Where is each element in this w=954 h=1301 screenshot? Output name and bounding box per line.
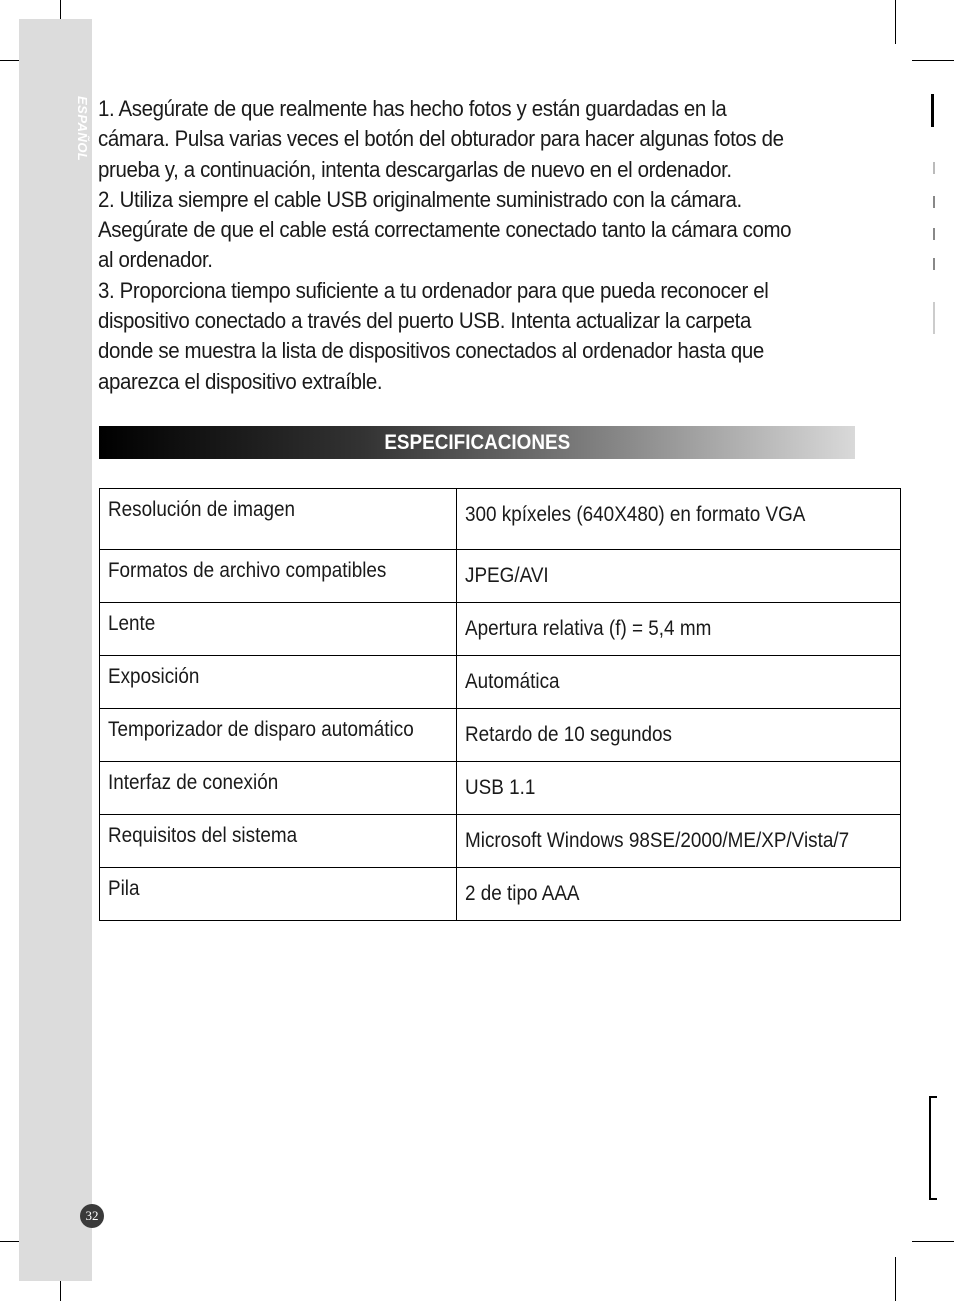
- spec-value: 300 kpíxeles (640X480) en formato VGA: [456, 489, 900, 550]
- spec-label: Pila: [100, 868, 457, 921]
- table-row: [100, 550, 901, 603]
- paragraph: 2. Utiliza siempre el cable USB originalmente suministrado con la cámara. Asegúrate de que el cable está correctamente conectado tanto la cámara como al ordenador.: [98, 186, 792, 273]
- crop-mark: [912, 1241, 954, 1242]
- section-header-bar: [99, 426, 855, 459]
- spec-value: Apertura relativa (f) = 5,4 mm: [456, 603, 900, 656]
- table-row: [100, 868, 901, 921]
- table-row: [100, 603, 901, 656]
- registration-mark: [933, 302, 935, 334]
- table-row: [100, 656, 901, 709]
- registration-mark: [933, 228, 935, 240]
- spec-label: Resolución de imagen: [100, 489, 457, 550]
- spec-value: Retardo de 10 segundos: [456, 709, 900, 762]
- registration-mark: [933, 196, 935, 208]
- spec-label: Temporizador de disparo automático: [100, 709, 457, 762]
- registration-mark: [933, 162, 935, 174]
- spec-label: Formatos de archivo compatibles: [100, 550, 457, 603]
- crop-mark: [895, 1257, 896, 1301]
- spec-value: 2 de tipo AAA: [456, 868, 900, 921]
- crop-mark: [912, 60, 954, 61]
- spec-label: Interfaz de conexión: [100, 762, 457, 815]
- table-row: [100, 762, 901, 815]
- side-band: [19, 19, 92, 1281]
- table-row: [100, 489, 901, 550]
- language-label: ESPAÑOL: [75, 96, 90, 162]
- spec-value: Automática: [456, 656, 900, 709]
- paragraph: 1. Asegúrate de que realmente has hecho fotos y están guardadas en la cámara. Pulsa varias veces el botón del obturador para hacer algunas fotos de prueba y, a continuación, intenta descargarlas de nuevo en el ordenador.: [98, 96, 784, 182]
- table-row: [100, 815, 901, 868]
- registration-mark: [929, 1096, 931, 1200]
- troubleshooting-text: [98, 94, 796, 397]
- spec-value: USB 1.1: [456, 762, 900, 815]
- registration-mark: [931, 94, 934, 127]
- crop-mark: [895, 0, 896, 44]
- registration-mark: [929, 1096, 937, 1098]
- paragraph: 3. Proporciona tiempo suficiente a tu ordenador para que pueda reconocer el dispositivo conectado a través del puerto USB. Intenta actualizar la carpeta donde se muestra la lista de dispositivos conectados al ordenador hasta que aparezca el dispositivo extraíble.: [98, 277, 769, 394]
- table-row: [100, 709, 901, 762]
- page-number: 32: [80, 1204, 104, 1228]
- spec-value: Microsoft Windows 98SE/2000/ME/XP/Vista/7: [456, 815, 900, 868]
- registration-mark: [929, 1198, 937, 1200]
- specifications-table: [99, 488, 901, 921]
- spec-value: JPEG/AVI: [456, 550, 900, 603]
- section-title: ESPECIFICACIONES: [384, 430, 570, 454]
- spec-label: Lente: [100, 603, 457, 656]
- registration-mark: [933, 258, 935, 270]
- spec-label: Requisitos del sistema: [100, 815, 457, 868]
- spec-label: Exposición: [100, 656, 457, 709]
